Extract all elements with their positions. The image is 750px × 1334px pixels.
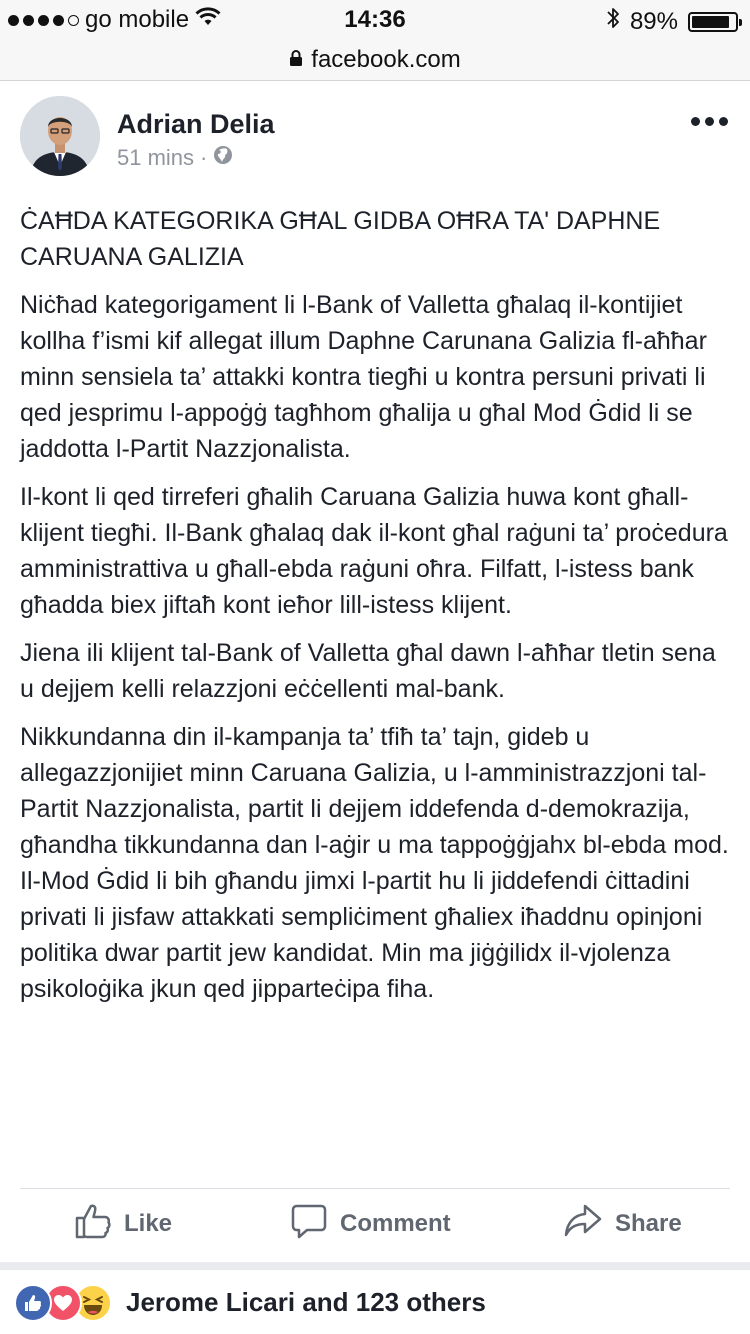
- url-text: facebook.com: [311, 46, 461, 73]
- share-label: Share: [615, 1210, 682, 1237]
- reaction-icons: [14, 1284, 116, 1320]
- comment-bubble-icon: [290, 1202, 328, 1247]
- share-arrow-icon: [563, 1202, 603, 1247]
- post-paragraph: Nikkundanna din il-kampanja ta’ tfiħ ta’ tajn, gideb u allegazzjonijiet minn Caruana Galizia, u l-amministrazzjoni tal-Partit Nazzjonalista, partit li dejjem iddefenda d-demokrazija, għandha tikkundanna dan l-aġir u ma tappoġġjahx bl-ebda mod. Il-Mod Ġdid li bih għandu jimxi l-partit hu li jiddefendi ċittadini privati li jisfaw attakkati sempliċiment għaliex iħaddnu opinjoni politika dwar partit jew kandidat. Min ma jiġġilidx il-vjolenza psikoloġika jkun qed jipparteċipa fiha.: [20, 723, 729, 1003]
- post-card: [0, 81, 750, 1262]
- post-paragraph: Jiena ili klijent tal-Bank of Valletta għal dawn l-aħħar tletin sena u dejjem kelli relazzjoni eċċellenti mal-bank.: [20, 639, 716, 703]
- status-bar: [0, 0, 750, 40]
- status-time: 14:36: [344, 6, 406, 33]
- lock-icon: [289, 46, 303, 74]
- post-text: [20, 203, 732, 1019]
- post-actions: [0, 1189, 750, 1262]
- share-button[interactable]: [563, 1201, 682, 1247]
- carrier-name: go mobile: [85, 6, 190, 33]
- post-paragraph: Il-kont li qed tirreferi għalih Caruana Galizia huwa kont għall-klijent tiegħi. Il-Bank għalaq dak il-kont għal raġuni ta’ proċedura amministrattiva u għall-ebda raġuni oħra. Filfatt, l-istess bank għadda biex jiftaħ kont ieħor lill-istess klijent.: [20, 483, 728, 619]
- post-paragraph: Niċħad kategorigament li l-Bank of Valletta għalaq il-kontijiet kollha f’ismi kif allegat illum Daphne Carunana Galizia fl-aħħar minn sensiela ta’ attakki kontra tiegħi u kontra persuni privati li qed jesprimu l-appoġġ tagħhom għalija u għal Mod Ġdid li se jaddotta l-Partit Nazzjonalista.: [20, 291, 707, 463]
- battery-percent: 89%: [629, 7, 678, 35]
- status-right: [606, 6, 738, 37]
- more-options-icon[interactable]: [691, 117, 728, 126]
- author-avatar[interactable]: [20, 96, 100, 176]
- comment-label: Comment: [340, 1210, 451, 1237]
- like-label: Like: [124, 1210, 173, 1237]
- bluetooth-icon: [606, 6, 620, 37]
- post-meta: [117, 145, 233, 171]
- post-author-name[interactable]: Adrian Delia: [117, 109, 275, 139]
- globe-icon: [213, 145, 233, 171]
- post-headline: ĊAĦDA KATEGORIKA GĦAL GIDBA OĦRA TA' DAPHNE CARUANA GALIZIA: [20, 207, 661, 271]
- meta-separator: ·: [200, 145, 208, 170]
- like-reaction-icon: [14, 1284, 52, 1322]
- url-bar[interactable]: [0, 40, 750, 81]
- reactions-summary[interactable]: Jerome Licari and 123 others: [126, 1286, 486, 1317]
- reactions-bar[interactable]: [0, 1270, 750, 1334]
- thumbs-up-icon: [74, 1202, 112, 1247]
- battery-icon: [688, 12, 738, 32]
- comment-button[interactable]: [290, 1201, 451, 1247]
- post-time[interactable]: 51 mins: [117, 145, 195, 170]
- like-button[interactable]: [74, 1201, 172, 1247]
